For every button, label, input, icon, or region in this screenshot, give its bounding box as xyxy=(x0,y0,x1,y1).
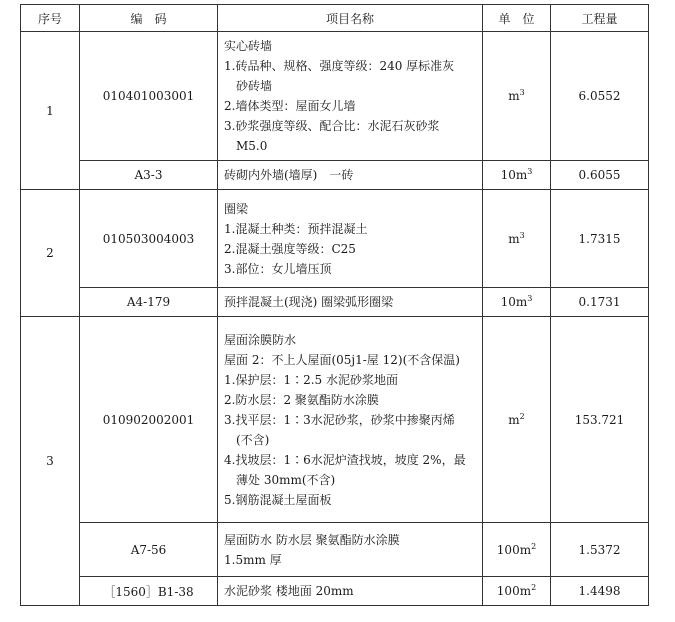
name-cell xyxy=(218,317,483,523)
name-line: 2.墙体类型：屋面女儿墙 xyxy=(224,99,356,113)
name-cell xyxy=(218,161,483,190)
code-cell: 010902002001 xyxy=(80,317,218,523)
unit-cell xyxy=(483,288,551,317)
table-row xyxy=(21,577,649,606)
name-line: 屋面 2：不上人屋面(05j1-屋 12)(不含保温) xyxy=(224,352,460,367)
qty-cell: 1.7315 xyxy=(551,190,649,288)
qty-cell: 0.1731 xyxy=(551,288,649,317)
table-row xyxy=(21,317,649,523)
unit-cell xyxy=(483,577,551,606)
qty-cell: 0.6055 xyxy=(551,161,649,190)
qty-cell: 153.721 xyxy=(551,317,649,523)
unit-exponent: 3 xyxy=(527,294,533,303)
table-row xyxy=(21,190,649,288)
name-line: 水泥砂浆 楼地面 20mm xyxy=(224,584,354,598)
name-line: 预拌混凝土(现浇) 圈梁弧形圈梁 xyxy=(224,295,394,309)
name-line: 5.钢筋混凝土屋面板 xyxy=(224,492,332,507)
name-line: 圈梁 xyxy=(224,201,249,216)
seq-cell: 1 xyxy=(21,32,80,190)
seq-cell: 2 xyxy=(21,190,80,317)
unit-cell xyxy=(483,190,551,288)
unit-base: 100m xyxy=(496,584,532,598)
unit-cell xyxy=(483,32,551,161)
unit-base: m xyxy=(508,231,520,246)
name-line: 砖砌内外墙(墙厚) 一砖 xyxy=(224,168,354,182)
unit-cell xyxy=(483,523,551,577)
table-row xyxy=(21,32,649,161)
name-cell xyxy=(218,190,483,288)
qty-cell: 1.4498 xyxy=(551,577,649,606)
name-cell xyxy=(218,288,483,317)
name-cell xyxy=(218,523,483,577)
name-line: 2.混凝土强度等级：C25 xyxy=(224,241,356,256)
qty-cell: 1.5372 xyxy=(551,523,649,577)
header-code: 编 码 xyxy=(80,5,218,32)
name-line: 薄处 30mm(不含) xyxy=(236,472,336,487)
unit-exponent: 3 xyxy=(519,88,525,97)
code-cell: A4-179 xyxy=(80,288,218,317)
name-line: 砂砖墙 xyxy=(236,79,273,93)
header-seq: 序号 xyxy=(21,5,80,32)
name-cell xyxy=(218,577,483,606)
name-line: 3.找平层：1∶3水泥砂浆，砂浆中掺聚丙烯 xyxy=(224,412,455,427)
unit-base: m xyxy=(508,412,520,427)
header-name: 项目名称 xyxy=(218,5,483,32)
table-row xyxy=(21,523,649,577)
unit-cell xyxy=(483,317,551,523)
unit-cell xyxy=(483,161,551,190)
code-cell: A3-3 xyxy=(80,161,218,190)
unit-exponent: 3 xyxy=(527,167,533,176)
header-row xyxy=(21,5,649,32)
name-line: 3.部位：女儿墙压顶 xyxy=(224,261,332,276)
code-cell: ［1560］B1-38 xyxy=(80,577,218,606)
name-line: 2.防水层：2 聚氨酯防水涂膜 xyxy=(224,392,379,407)
table-row xyxy=(21,288,649,317)
header-qty: 工程量 xyxy=(551,5,649,32)
name-line: 屋面防水 防水层 聚氨酯防水涂膜 xyxy=(224,532,400,547)
name-line: M5.0 xyxy=(236,139,268,153)
name-cell xyxy=(218,32,483,161)
seq-cell: 3 xyxy=(21,317,80,606)
name-line: 屋面涂膜防水 xyxy=(224,332,297,347)
code-cell: 010503004003 xyxy=(80,190,218,288)
name-line: 4.找坡层：1∶6水泥炉渣找坡，坡度 2%，最 xyxy=(224,452,466,467)
unit-exponent: 3 xyxy=(519,230,525,240)
name-line: 1.混凝土种类：预拌混凝土 xyxy=(224,221,368,236)
unit-exponent: 2 xyxy=(531,583,537,592)
name-line: 3.砂浆强度等级、配合比：水泥石灰砂浆 xyxy=(224,119,440,133)
name-line: (不含) xyxy=(236,432,270,447)
name-line: 1.5mm 厚 xyxy=(224,552,282,567)
name-line: 实心砖墙 xyxy=(224,39,273,53)
unit-base: m xyxy=(508,89,520,103)
code-cell: 010401003001 xyxy=(80,32,218,161)
bill-of-quantities-table xyxy=(20,4,649,606)
name-line: 1.砖品种、规格、强度等级：240 厚标准灰 xyxy=(224,59,455,73)
unit-base: 10m xyxy=(500,295,528,309)
header-unit: 单 位 xyxy=(483,5,551,32)
code-cell: A7-56 xyxy=(80,523,218,577)
name-line: 1.保护层：1∶2.5 水泥砂浆地面 xyxy=(224,372,398,387)
unit-base: 10m xyxy=(500,168,528,182)
unit-exponent: 2 xyxy=(531,541,537,551)
unit-exponent: 2 xyxy=(519,411,525,421)
table-row xyxy=(21,161,649,190)
qty-cell: 6.0552 xyxy=(551,32,649,161)
unit-base: 100m xyxy=(496,542,532,557)
